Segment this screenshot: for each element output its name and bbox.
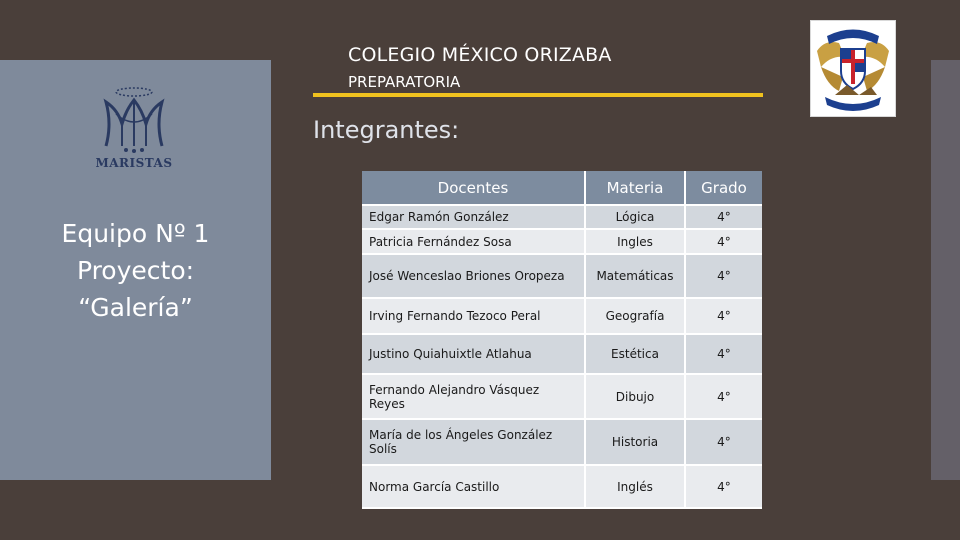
- table-row: [362, 465, 762, 507]
- table-header-row: [362, 171, 762, 205]
- docente-cell: José Wenceslao Briones Oropeza: [362, 254, 585, 298]
- materia-cell: Dibujo: [585, 374, 685, 419]
- column-header-grado: Grado: [685, 171, 762, 205]
- docente-cell: Norma García Castillo: [362, 465, 585, 507]
- school-title: COLEGIO MÉXICO ORIZABA: [348, 44, 612, 66]
- maristas-logo: [86, 84, 182, 174]
- docente-cell: Patricia Fernández Sosa: [362, 229, 585, 254]
- title-divider: [313, 93, 763, 97]
- grado-cell: 4°: [685, 298, 762, 334]
- docente-cell: Edgar Ramón González: [362, 205, 585, 229]
- grado-cell: 4°: [685, 419, 762, 465]
- column-header-materia: Materia: [585, 171, 685, 205]
- project-label: Proyecto:: [76, 256, 195, 285]
- table-row: [362, 229, 762, 254]
- members-table-container: [362, 171, 762, 509]
- grado-cell: 4°: [685, 334, 762, 374]
- grado-cell: 4°: [685, 229, 762, 254]
- docente-cell: Fernando Alejandro Vásquez Reyes: [362, 374, 585, 419]
- grado-cell: 4°: [685, 374, 762, 419]
- materia-cell: Inglés: [585, 465, 685, 507]
- grado-cell: 4°: [685, 254, 762, 298]
- materia-cell: Matemáticas: [585, 254, 685, 298]
- section-title: Integrantes:: [313, 116, 460, 144]
- table-row: [362, 205, 762, 229]
- table-row: [362, 254, 762, 298]
- right-decorative-strip: [931, 60, 960, 480]
- colegio-mexico-crest-icon: [810, 20, 896, 117]
- materia-cell: Lógica: [585, 205, 685, 229]
- materia-cell: Ingles: [585, 229, 685, 254]
- table-row: [362, 334, 762, 374]
- grado-cell: 4°: [685, 465, 762, 507]
- grado-cell: 4°: [685, 205, 762, 229]
- maristas-wordmark: MARISTAS: [95, 156, 173, 170]
- table-row: [362, 298, 762, 334]
- materia-cell: Estética: [585, 334, 685, 374]
- maristas-monogram-icon: [86, 84, 182, 154]
- school-level: PREPARATORIA: [348, 73, 461, 91]
- materia-cell: Historia: [585, 419, 685, 465]
- members-table: [362, 171, 762, 507]
- column-header-docentes: Docentes: [362, 171, 585, 205]
- team-title: [0, 215, 271, 326]
- team-number: Equipo Nº 1: [61, 219, 210, 248]
- docente-cell: Irving Fernando Tezoco Peral: [362, 298, 585, 334]
- table-row: [362, 419, 762, 465]
- docente-cell: Justino Quiahuixtle Atlahua: [362, 334, 585, 374]
- project-name: “Galería”: [78, 293, 193, 322]
- docente-cell: María de los Ángeles González Solís: [362, 419, 585, 465]
- table-row: [362, 374, 762, 419]
- materia-cell: Geografía: [585, 298, 685, 334]
